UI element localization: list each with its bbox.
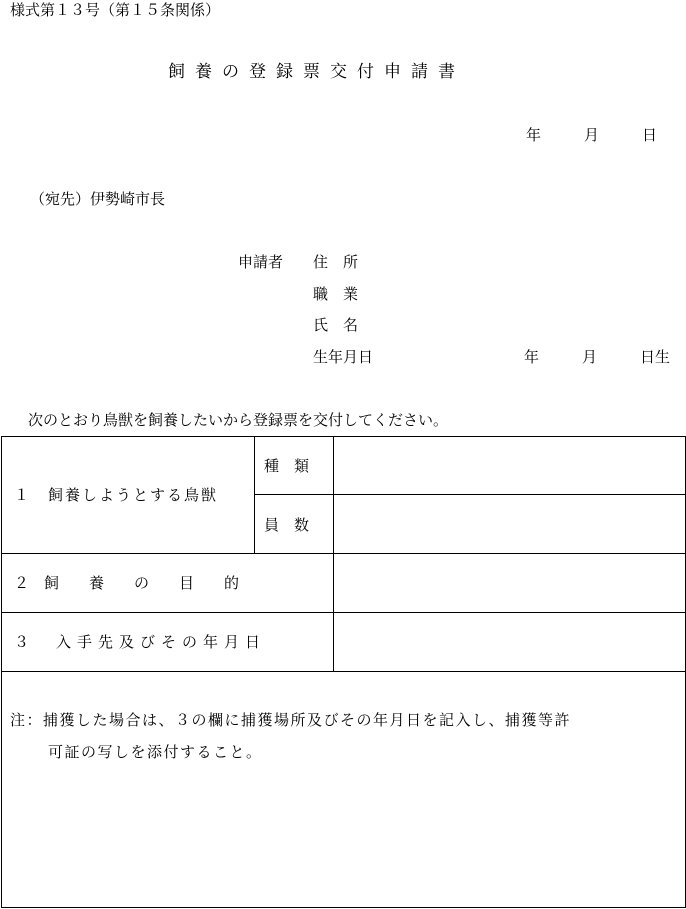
row2-value[interactable] — [334, 554, 685, 612]
applicant-label: 申請者 — [238, 253, 284, 271]
row2-label: ２ 飼 養 の 目 的 — [14, 574, 240, 592]
occupation-label: 職 業 — [313, 285, 359, 303]
row1-kind-value[interactable] — [334, 437, 685, 494]
birth-day: 日生 — [640, 348, 671, 366]
row3-value[interactable] — [334, 613, 685, 671]
note-line-2: 可証の写しを添付すること。 — [48, 743, 263, 761]
table-border-bottom — [1, 907, 686, 908]
date-month: 月 — [584, 126, 600, 144]
address-label: 住 所 — [313, 253, 359, 271]
name-label: 氏 名 — [313, 316, 359, 334]
request-text: 次のとおり鳥獣を飼養したいから登録票を交付してください。 — [28, 411, 449, 429]
birthdate-label: 生年月日 — [313, 348, 374, 366]
row1-sublabel-kind: 種 類 — [264, 457, 310, 475]
birth-year: 年 — [524, 348, 540, 366]
birth-month: 月 — [582, 348, 598, 366]
form-number: 様式第１３号（第１５条関係） — [10, 1, 221, 19]
table-divider-row3-end — [1, 671, 686, 672]
table-border-left — [1, 436, 2, 908]
date-year: 年 — [526, 126, 542, 144]
addressee: （宛先）伊勢崎市長 — [30, 190, 166, 208]
page-title: 飼養の登録票交付申請書 — [168, 62, 465, 82]
row1-label: １ 飼養しようとする鳥獣 — [14, 486, 219, 504]
note-line-1: 注：捕獲した場合は、３の欄に捕獲場所及びその年月日を記入し、捕獲等許 — [10, 711, 572, 729]
row1-count-value[interactable] — [334, 495, 685, 553]
row1-sublabel-count: 員 数 — [264, 516, 310, 534]
row3-label: ３ 入手先及びその年月日 — [14, 633, 267, 651]
date-day: 日 — [642, 126, 658, 144]
table-divider-sublabel — [254, 436, 255, 554]
